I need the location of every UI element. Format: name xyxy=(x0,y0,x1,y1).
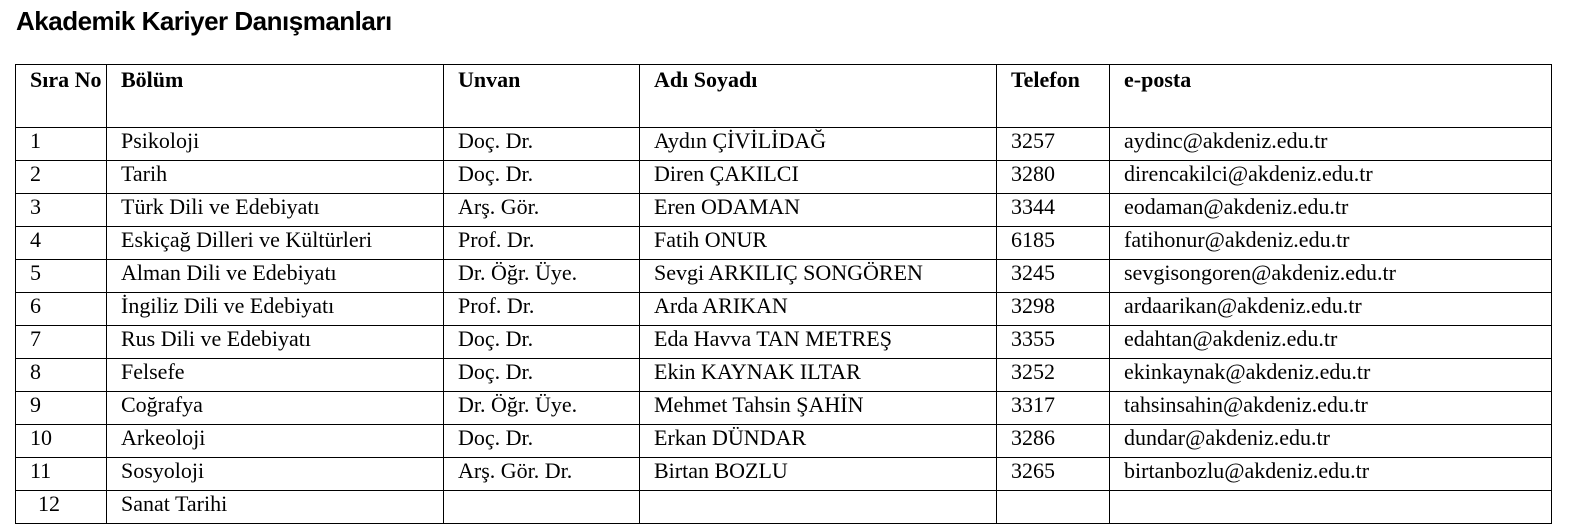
cell-no: 5 xyxy=(16,260,107,293)
cell-phone: 3245 xyxy=(997,260,1110,293)
cell-name: Fatih ONUR xyxy=(640,227,997,260)
cell-phone: 3344 xyxy=(997,194,1110,227)
cell-no: 1 xyxy=(16,128,107,161)
table-row xyxy=(16,359,1552,392)
cell-phone: 6185 xyxy=(997,227,1110,260)
cell-email[interactable]: sevgisongoren@akdeniz.edu.tr xyxy=(1110,260,1552,293)
cell-department: Coğrafya xyxy=(107,392,444,425)
cell-department: Rus Dili ve Edebiyatı xyxy=(107,326,444,359)
cell-title: Prof. Dr. xyxy=(444,227,640,260)
cell-phone: 3265 xyxy=(997,458,1110,491)
header-name: Adı Soyadı xyxy=(640,65,997,128)
table-row xyxy=(16,458,1552,491)
cell-department: Arkeoloji xyxy=(107,425,444,458)
cell-no: 12 xyxy=(16,491,107,524)
table-row xyxy=(16,194,1552,227)
table-row xyxy=(16,425,1552,458)
cell-name: Diren ÇAKILCI xyxy=(640,161,997,194)
cell-department: Sosyoloji xyxy=(107,458,444,491)
cell-phone: 3298 xyxy=(997,293,1110,326)
cell-no: 8 xyxy=(16,359,107,392)
cell-no: 2 xyxy=(16,161,107,194)
table-row xyxy=(16,392,1552,425)
cell-department: Sanat Tarihi xyxy=(107,491,444,524)
cell-name: Eren ODAMAN xyxy=(640,194,997,227)
cell-phone: 3257 xyxy=(997,128,1110,161)
table-body xyxy=(16,128,1552,524)
table-row xyxy=(16,161,1552,194)
cell-title: Dr. Öğr. Üye. xyxy=(444,392,640,425)
cell-phone: 3286 xyxy=(997,425,1110,458)
header-phone: Telefon xyxy=(997,65,1110,128)
cell-email[interactable]: aydinc@akdeniz.edu.tr xyxy=(1110,128,1552,161)
cell-title: Doç. Dr. xyxy=(444,161,640,194)
cell-email[interactable] xyxy=(1110,491,1552,524)
cell-title: Doç. Dr. xyxy=(444,425,640,458)
cell-name: Aydın ÇİVİLİDAĞ xyxy=(640,128,997,161)
cell-department: Türk Dili ve Edebiyatı xyxy=(107,194,444,227)
cell-email[interactable]: eodaman@akdeniz.edu.tr xyxy=(1110,194,1552,227)
cell-title: Doç. Dr. xyxy=(444,359,640,392)
cell-no: 11 xyxy=(16,458,107,491)
cell-title: Doç. Dr. xyxy=(444,128,640,161)
header-no: Sıra No xyxy=(16,65,107,128)
cell-name: Birtan BOZLU xyxy=(640,458,997,491)
cell-title: Prof. Dr. xyxy=(444,293,640,326)
table-header-row xyxy=(16,65,1552,128)
cell-no: 7 xyxy=(16,326,107,359)
cell-phone: 3280 xyxy=(997,161,1110,194)
cell-department: Psikoloji xyxy=(107,128,444,161)
cell-no: 10 xyxy=(16,425,107,458)
cell-name: Erkan DÜNDAR xyxy=(640,425,997,458)
cell-name: Eda Havva TAN METREŞ xyxy=(640,326,997,359)
cell-no: 4 xyxy=(16,227,107,260)
cell-email[interactable]: fatihonur@akdeniz.edu.tr xyxy=(1110,227,1552,260)
cell-email[interactable]: birtanbozlu@akdeniz.edu.tr xyxy=(1110,458,1552,491)
cell-department: Tarih xyxy=(107,161,444,194)
cell-name: Ekin KAYNAK ILTAR xyxy=(640,359,997,392)
cell-no: 9 xyxy=(16,392,107,425)
header-title: Unvan xyxy=(444,65,640,128)
cell-title xyxy=(444,491,640,524)
table-row xyxy=(16,227,1552,260)
cell-email[interactable]: ekinkaynak@akdeniz.edu.tr xyxy=(1110,359,1552,392)
cell-name: Arda ARIKAN xyxy=(640,293,997,326)
cell-no: 3 xyxy=(16,194,107,227)
advisors-table xyxy=(15,64,1552,524)
cell-name xyxy=(640,491,997,524)
cell-email[interactable]: ardaarikan@akdeniz.edu.tr xyxy=(1110,293,1552,326)
cell-phone: 3355 xyxy=(997,326,1110,359)
cell-title: Dr. Öğr. Üye. xyxy=(444,260,640,293)
cell-title: Arş. Gör. Dr. xyxy=(444,458,640,491)
header-email: e-posta xyxy=(1110,65,1552,128)
cell-phone xyxy=(997,491,1110,524)
cell-department: İngiliz Dili ve Edebiyatı xyxy=(107,293,444,326)
table-row xyxy=(16,128,1552,161)
cell-department: Eskiçağ Dilleri ve Kültürleri xyxy=(107,227,444,260)
cell-phone: 3317 xyxy=(997,392,1110,425)
page-title: Akademik Kariyer Danışmanları xyxy=(16,6,392,36)
cell-department: Alman Dili ve Edebiyatı xyxy=(107,260,444,293)
cell-email[interactable]: edahtan@akdeniz.edu.tr xyxy=(1110,326,1552,359)
cell-name: Sevgi ARKILIÇ SONGÖREN xyxy=(640,260,997,293)
cell-no: 6 xyxy=(16,293,107,326)
cell-email[interactable]: tahsinsahin@akdeniz.edu.tr xyxy=(1110,392,1552,425)
table-row xyxy=(16,491,1552,524)
table-row xyxy=(16,260,1552,293)
cell-department: Felsefe xyxy=(107,359,444,392)
cell-title: Doç. Dr. xyxy=(444,326,640,359)
header-department: Bölüm xyxy=(107,65,444,128)
table-row xyxy=(16,293,1552,326)
cell-email[interactable]: direncakilci@akdeniz.edu.tr xyxy=(1110,161,1552,194)
cell-title: Arş. Gör. xyxy=(444,194,640,227)
cell-name: Mehmet Tahsin ŞAHİN xyxy=(640,392,997,425)
table-row xyxy=(16,326,1552,359)
cell-phone: 3252 xyxy=(997,359,1110,392)
cell-email[interactable]: dundar@akdeniz.edu.tr xyxy=(1110,425,1552,458)
